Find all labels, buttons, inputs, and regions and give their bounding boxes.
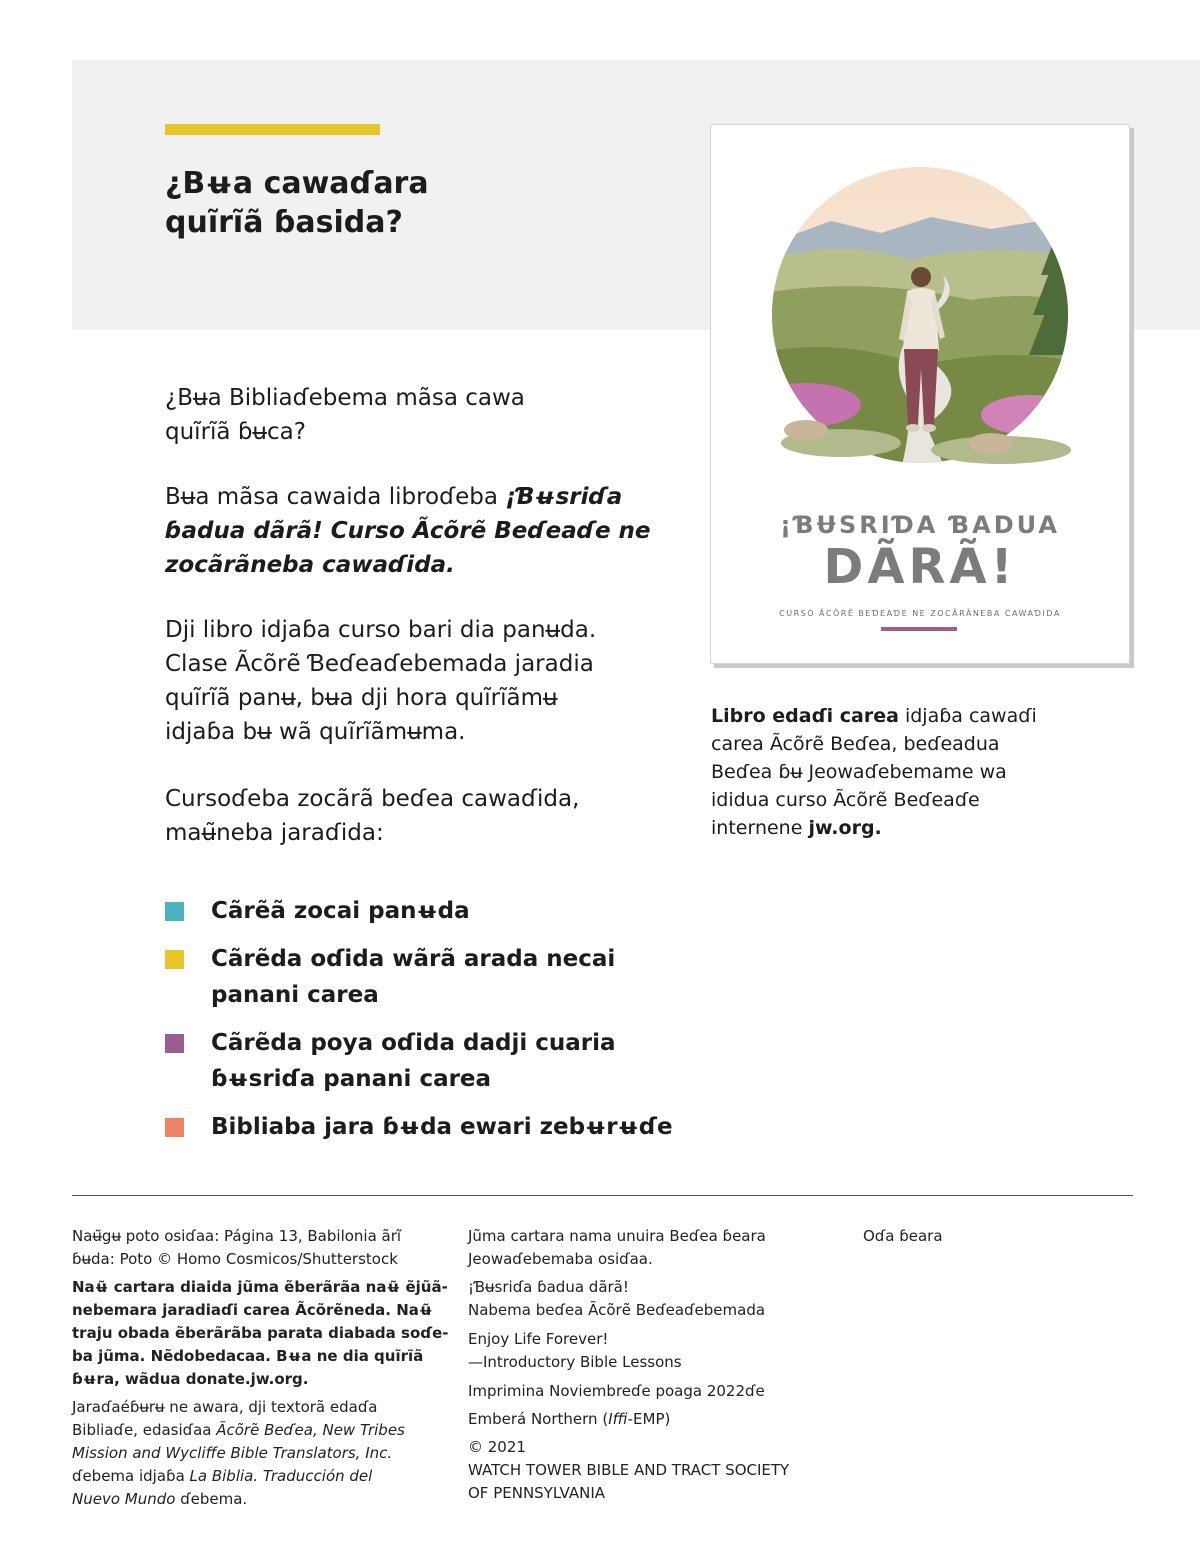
list-item: Cãrẽda oɗida wãrã arada necai panani carea bbox=[165, 941, 685, 1013]
copyright: © 2021 WATCH TOWER BIBLE AND TRACT SOCIETY OF PENNSYLVANIA bbox=[468, 1438, 790, 1502]
cover-title: ¡ƁɄSRIƊA ƁADUA bbox=[780, 511, 1060, 539]
print-date: Imprimina Noviembreɗe poaga 2022ɗe bbox=[468, 1382, 765, 1400]
bullet-square-yellow bbox=[165, 950, 184, 969]
website-link[interactable]: jw.org. bbox=[808, 817, 882, 839]
intro-learn-paragraph: Cursoɗeba zocãrã beɗea cawaɗida, maʉ̃neba jaraɗida: bbox=[165, 786, 580, 846]
accent-bar bbox=[165, 124, 380, 135]
intro-course-paragraph: Dji libro idjaɓa curso bari dia panʉda. Clase Ãcõrẽ Ɓeɗeaɗebemada jaradia quĩrĩã panʉ, bʉa dji hora quĩrĩãmʉ idjaɓa bʉ wã quĩrĩãmʉma. bbox=[165, 617, 597, 745]
list-item: Cãrẽda poya oɗida dadji cuaria ɓʉsriɗa panani carea bbox=[165, 1025, 685, 1097]
list-item: Bibliaba jara ɓʉda ewari zebʉrʉɗe bbox=[165, 1109, 685, 1145]
intro-question: ¿Bʉa Bibliaɗebema mãsa cawa quĩrĩã ɓʉca? bbox=[165, 385, 525, 445]
bullet-square-purple bbox=[165, 1034, 184, 1053]
book-title-inline: ¡Ɓʉsriɗa bbox=[505, 484, 623, 510]
cover-title-large: DÃRÃ! bbox=[823, 539, 1017, 595]
cover-illustration bbox=[711, 125, 1129, 505]
footer-divider bbox=[72, 1195, 1133, 1196]
publisher-notice: Jũma cartara nama unuira Beɗea ɓeara Jeowaɗebemaba osiɗaa. bbox=[468, 1227, 766, 1268]
english-title: Enjoy Life Forever! —Introductory Bible Lessons bbox=[468, 1330, 682, 1371]
page-title: ¿Bʉa cawaɗara quĩrĩã ɓasida? bbox=[165, 166, 429, 240]
list-item: Cãrẽã zocai panʉda bbox=[165, 893, 685, 929]
cover-underline bbox=[881, 627, 957, 631]
cover-subtitle: CURSO ÃCÕRẼ BEƊEAƊE NE ZOCÃRÃNEBA CAWAƊIDA bbox=[779, 609, 1061, 618]
topics-list bbox=[165, 893, 685, 1157]
publication-title: ¡Ɓʉsriɗa ɓadua dãrã! Nabema beɗea Ãcõrẽ Beɗeaɗebemada bbox=[468, 1278, 766, 1319]
language-code: Emberá Northern (Iffi-EMP) bbox=[468, 1410, 671, 1428]
photo-credit: Naʉ̃gʉ poto osiɗaa: Página 13, Babilonia ãrĩ ɓʉda: Poto © Homo Cosmicos/Shutterstock bbox=[72, 1227, 402, 1268]
bible-translation-note: Jaraɗaéɓʉrʉ ne awara, dji textorã edaɗa Bibliaɗe, edasiɗaa Ãcõrẽ Beɗea, New Tribes Mission and Wycliffe Bible Translators, Inc. ɗebema idjaɓa La Biblia. Traducción del Nuevo Mundo ɗebema. bbox=[72, 1398, 405, 1508]
donation-notice: Naʉ̃ cartara diaida jũma ẽberãrãa naʉ̃ ẽjũã- nebemara jaradiaɗi carea Ãcõrẽneda. Naʉ̃ traju obada ẽberãrãba parata diabada soɗe- ba jũma. Nẽdobedacaa. Bʉa ne dia quĩrĩã ɓʉra, wãdua donate.jw.org. bbox=[72, 1278, 449, 1388]
intro-book-paragraph: Bʉa mãsa cawaida libroɗeba ¡Ɓʉsriɗa ɓadua dãrã! Curso Ãcõrẽ Beɗeaɗe ne zocãrãneba cawaɗida. bbox=[165, 484, 651, 578]
other-languages: Oɗa ɓeara bbox=[863, 1227, 943, 1245]
bullet-square-teal bbox=[165, 902, 184, 921]
book-cover[interactable] bbox=[710, 124, 1130, 664]
bullet-square-orange bbox=[165, 1118, 184, 1137]
cover-caption: Libro edaɗi carea idjaɓa cawaɗi carea Ãcõrẽ Beɗea, beɗeadua Beɗea ɓʉ Jeowaɗebemame wa ididua curso Ãcõrẽ Beɗeaɗe internene jw.org. bbox=[711, 705, 1037, 839]
